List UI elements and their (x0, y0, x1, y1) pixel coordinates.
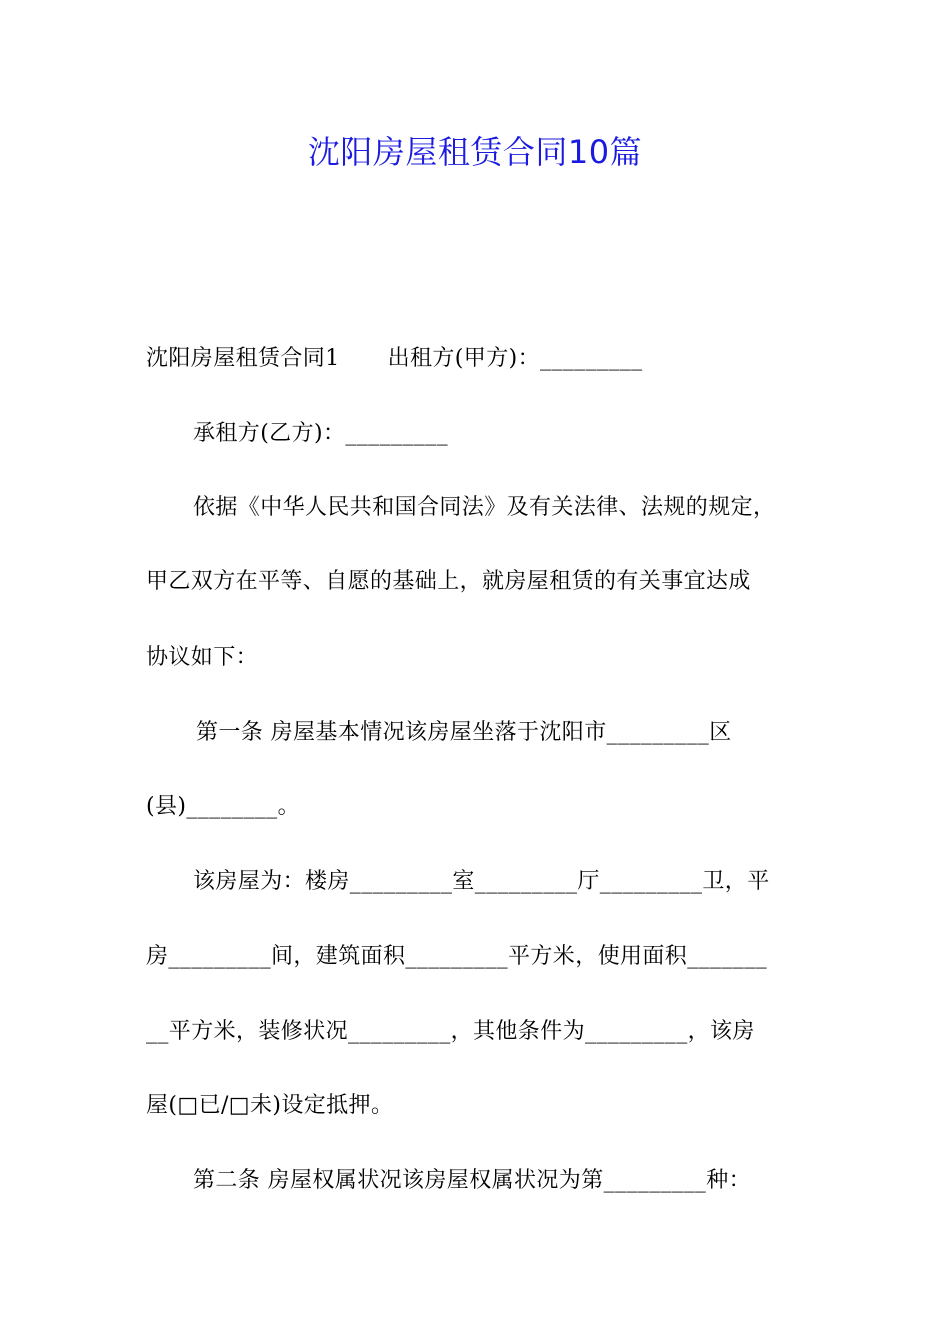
paragraph-line: 房_________间，建筑面积_________平方米，使用面积_______ (146, 944, 768, 969)
paragraph-line: (县)________。 (146, 794, 300, 819)
paragraph-line: 该房屋为：楼房_________室_________厅_________卫，平 (193, 869, 770, 894)
paragraph-line: 协议如下： (146, 645, 259, 670)
contract-number-label: 沈阳房屋租赁合同1 (146, 346, 340, 371)
article-two-line: 第二条 房屋权属状况该房屋权属状况为第_________种： (193, 1168, 751, 1193)
document-title: 沈阳房屋租赁合同10篇 (307, 133, 643, 171)
lessee-field: 承租方(乙方)：_________ (193, 421, 448, 446)
paragraph-line: 依据《中华人民共和国合同法》及有关法律、法规的规定， (193, 495, 776, 520)
contract-heading-line (146, 343, 826, 375)
paragraph-line: 甲乙双方在平等、自愿的基础上，就房屋租赁的有关事宜达成 (146, 569, 751, 594)
paragraph-line: __平方米，装修状况_________，其他条件为_________，该房 (146, 1019, 755, 1044)
article-one-line: 第一条 房屋基本情况该房屋坐落于沈阳市_________区 (196, 720, 732, 745)
paragraph-line: 屋(□已/□未)设定抵押。 (146, 1093, 394, 1118)
lessor-field: 出租方(甲方)：_________ (387, 346, 643, 371)
